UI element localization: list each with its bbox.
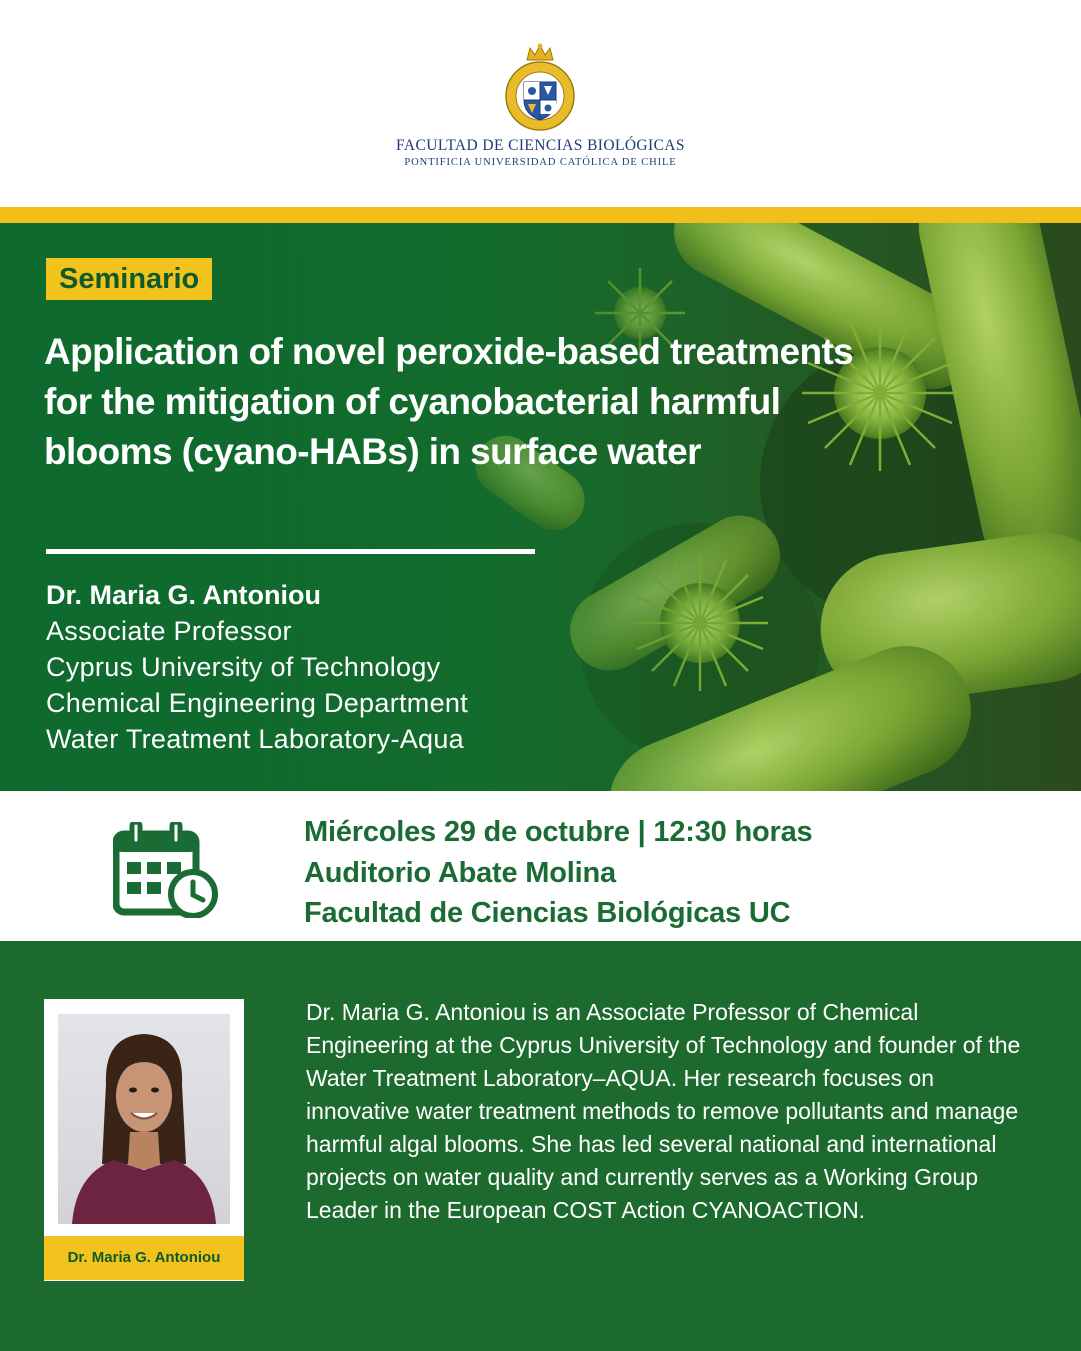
speaker-name: Dr. Maria G. Antoniou	[46, 580, 322, 610]
title-divider	[46, 549, 535, 554]
event-venue: Auditorio Abate Molina	[304, 857, 616, 889]
gold-divider	[0, 207, 1081, 223]
speaker-department: Chemical Engineering Department	[46, 688, 469, 718]
speaker-bio: Dr. Maria G. Antoniou is an Associate Professor of Chemical Engineering at the Cyprus University of Technology and founder of the Water Treatment Laboratory–AQUA. Her research focuses on innovative water treatment methods to remove pollutants and manage harmful algal blooms. She has led several national and international projects on water quality and currently serves as a Working Group Leader in the European COST Action CYANOACTION.	[306, 999, 1021, 1223]
seminar-badge: Seminario	[46, 258, 212, 300]
header	[0, 0, 1081, 207]
speaker-university: Cyprus University of Technology	[46, 652, 441, 682]
faculty-name: FACULTAD DE CIENCIAS BIOLÓGICAS	[396, 137, 685, 154]
speaker-position: Associate Professor	[46, 616, 292, 646]
speaker-photo-caption: Dr. Maria G. Antoniou	[44, 1236, 244, 1280]
seminar-title: Application of novel peroxide-based treatments for the mitigation of cyanobacterial harmful blooms (cyano-HABs) in surface water	[44, 331, 854, 472]
university-name: PONTIFICIA UNIVERSIDAD CATÓLICA DE CHILE	[404, 157, 677, 168]
speaker-photo	[58, 1014, 230, 1224]
event-faculty: Facultad de Ciencias Biológicas UC	[304, 897, 791, 929]
university-crest-icon	[503, 42, 577, 134]
speaker-lab: Water Treatment Laboratory-Aqua	[46, 724, 464, 754]
event-date-time: Miércoles 29 de octubre | 12:30 horas	[304, 816, 813, 848]
calendar-clock-icon	[113, 822, 219, 918]
hero-banner	[0, 223, 1081, 791]
